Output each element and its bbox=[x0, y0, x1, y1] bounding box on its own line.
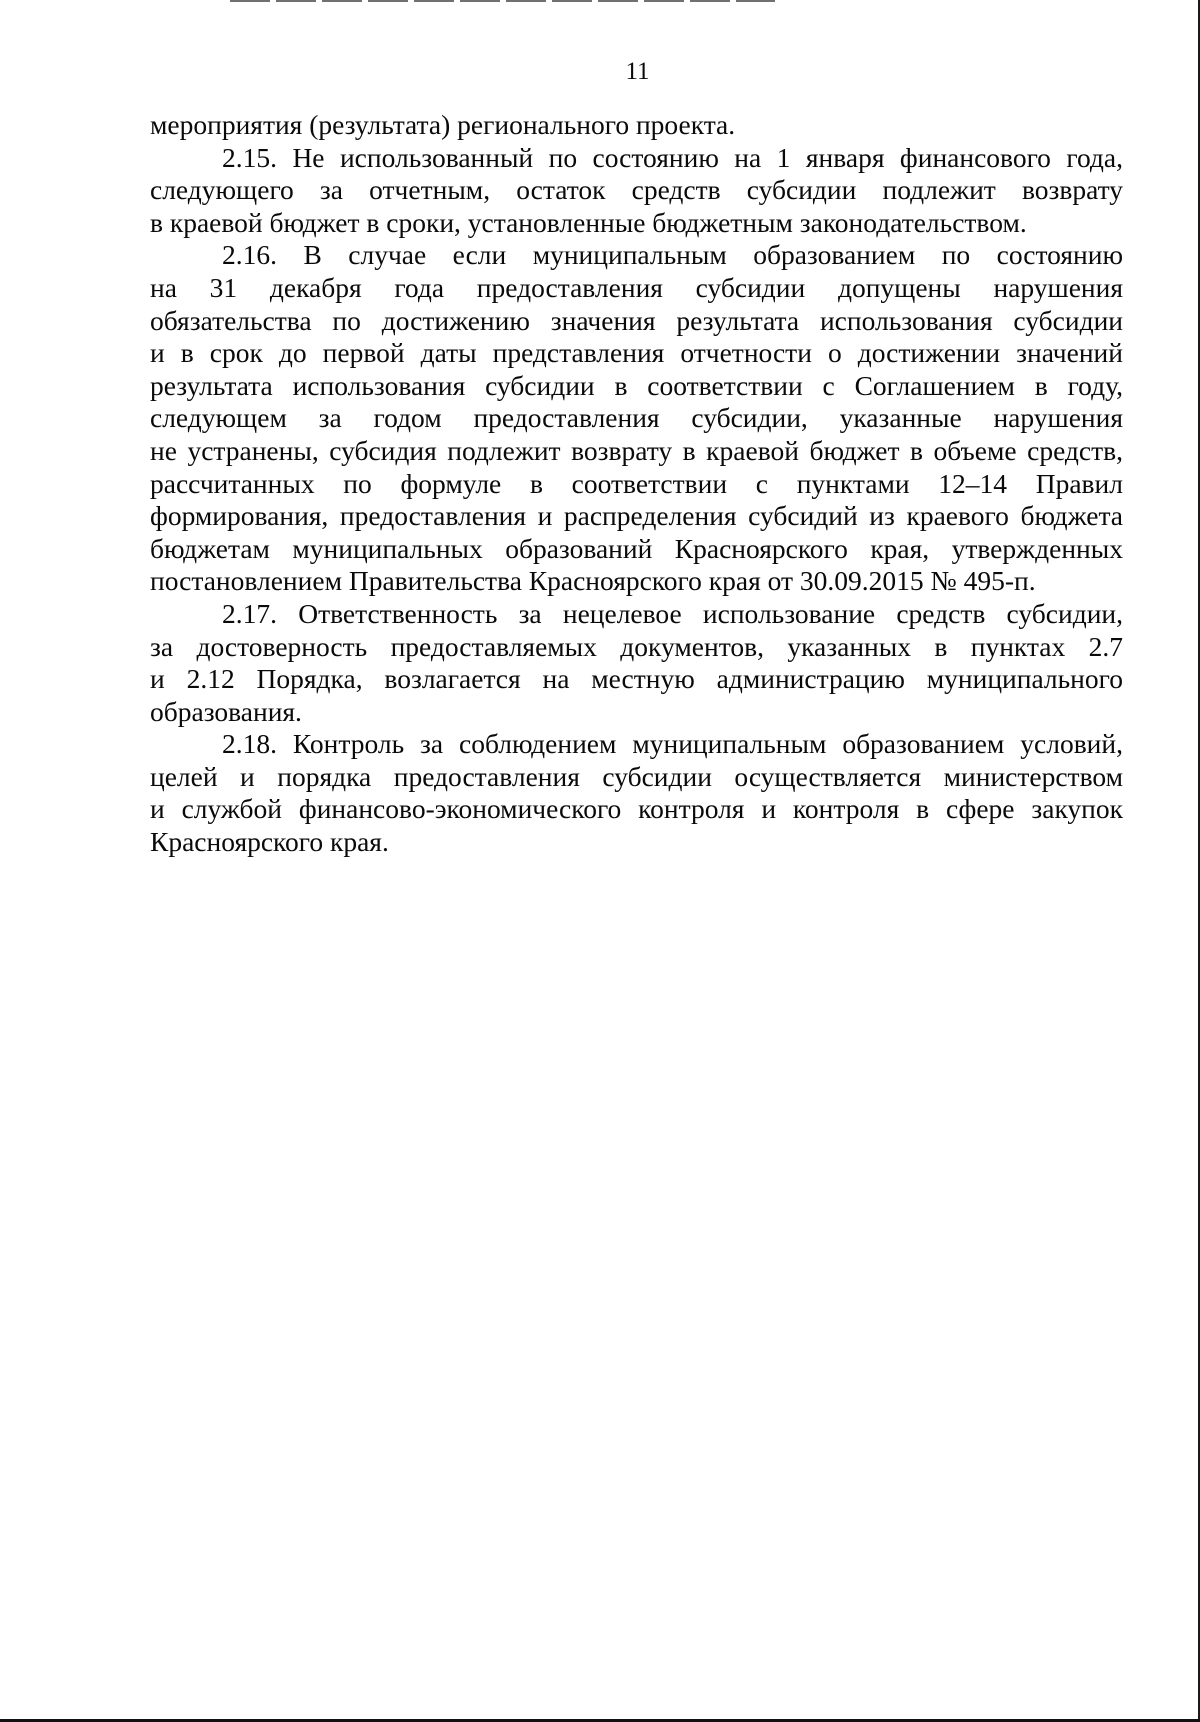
text-line: Красноярского края. bbox=[150, 826, 389, 858]
text-line: 2.18. Контроль за соблюдением муниципальным образованием условий, bbox=[222, 728, 1123, 760]
text-line: обязательства по достижению значения результата использования субсидии bbox=[150, 304, 1123, 336]
text-line: следующего за отчетным, остаток средств субсидии подлежит возврату bbox=[150, 174, 1123, 206]
text-line: в краевой бюджет в сроки, установленные бюджетным законодательством. bbox=[150, 206, 1027, 238]
page-number: 11 bbox=[625, 58, 650, 85]
text-line: мероприятия (результата) регионального проекта. bbox=[150, 109, 736, 140]
scan-edge-top bbox=[230, 0, 775, 2]
text-line: формирования, предоставления и распределения субсидий из краевого бюджета bbox=[150, 500, 1123, 532]
paragraph-2-15 bbox=[150, 142, 1123, 240]
text-line: рассчитанных по формуле в соответствии с пунктами 12–14 Правил bbox=[150, 467, 1123, 499]
text-line: 2.16. В случае если муниципальным образованием по состоянию bbox=[222, 239, 1123, 271]
text-line: результата использования субсидии в соответствии с Соглашением в году, bbox=[150, 369, 1123, 401]
text-line: образования. bbox=[150, 695, 302, 727]
paragraph-continuation bbox=[150, 109, 1123, 142]
text-line: следующем за годом предоставления субсидии, указанные нарушения bbox=[150, 402, 1123, 434]
text-line: и 2.12 Порядка, возлагается на местную администрацию муниципального bbox=[150, 663, 1123, 695]
paragraph-2-18 bbox=[150, 728, 1123, 858]
text-line: целей и порядка предоставления субсидии осуществляется министерством bbox=[150, 760, 1123, 792]
text-line: на 31 декабря года предоставления субсидии допущены нарушения bbox=[150, 271, 1123, 303]
text-line: 2.17. Ответственность за нецелевое использование средств субсидии, bbox=[222, 597, 1123, 629]
text-line: бюджетам муниципальных образований Красноярского края, утвержденных bbox=[150, 532, 1123, 564]
text-line: не устранены, субсидия подлежит возврату в краевой бюджет в объеме средств, bbox=[150, 434, 1123, 466]
document-body bbox=[150, 109, 1123, 859]
text-line: постановлением Правительства Красноярского края от 30.09.2015 № 495-п. bbox=[150, 565, 1036, 597]
text-line: 2.15. Не использованный по состоянию на 1 января финансового года, bbox=[222, 141, 1123, 173]
text-line: и в срок до первой даты представления отчетности о достижении значений bbox=[150, 337, 1123, 369]
paragraph-2-17 bbox=[150, 598, 1123, 728]
text-line: за достоверность предоставляемых документов, указанных в пунктах 2.7 bbox=[150, 630, 1123, 662]
paragraph-2-16 bbox=[150, 239, 1123, 598]
text-line: и службой финансово-экономического контроля и контроля в сфере закупок bbox=[150, 793, 1123, 825]
